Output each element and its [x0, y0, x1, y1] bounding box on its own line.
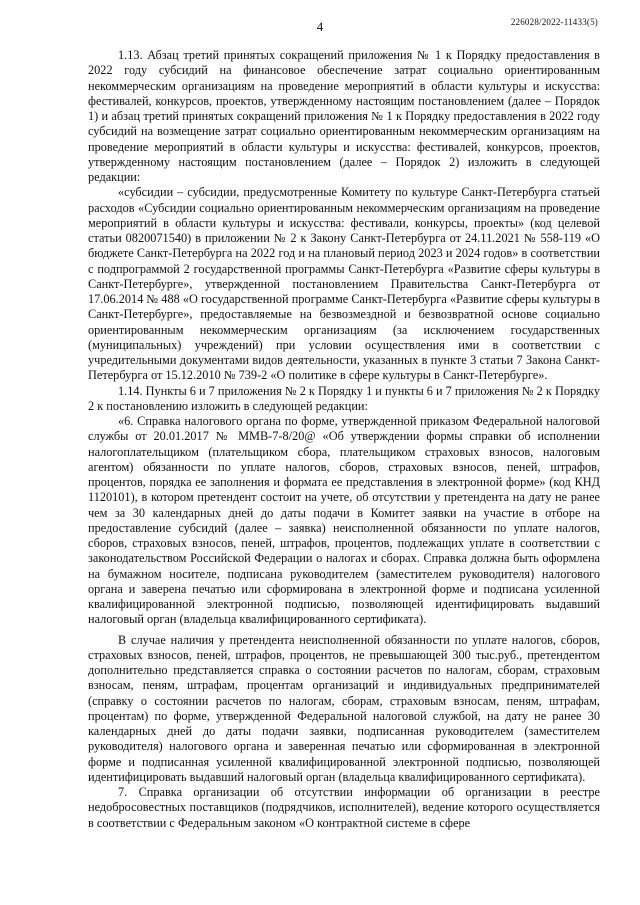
paragraph-1-14: 1.14. Пункты 6 и 7 приложения № 2 к Порядку 1 и пункты 6 и 7 приложения № 2 к Порядку 2 к постановлению изложить в следующей редакции: — [88, 383, 600, 413]
paragraph-tax-arrears-case: В случае наличия у претендента неисполненной обязанности по уплате налогов, сборов, страховых взносов, пеней, штрафов, процентов, не превышающей 300 тыс.руб., претендентом дополнительно представляется справка о состоянии расчетов по налогам, сборам, страховым взносам, пеням, штрафам, процентам организаций и индивидуальных предпринимателей (справку о состоянии расчетов по налогам, сборам, страховым взносам, пеням, штрафам, процентам) по форме, утвержденной Федеральной налоговой службой, на дату не ранее 30 календарных дней до даты подачи заявки, подписанная руководителем (заместителем руководителя) налогового органа и заверенная печатью или сформированная в электронной форме и подписанная усиленной квалифицированной электронной подписью, позволяющей идентифицировать выдавший налоговый орган (владельца квалифицированного сертификата). — [88, 632, 600, 784]
document-body — [88, 48, 600, 831]
page-number: 4 — [316, 19, 324, 34]
paragraph-1-13: 1.13. Абзац третий принятых сокращений приложения № 1 к Порядку предоставления в 2022 году субсидий на финансовое обеспечение затрат социально ориентированным некоммерческим организациям на проведение мероприятий в области культуры и искусства: фестивалей, конкурсов, проектов, утвержденному настоящим постановлением (далее – Порядок 1) и абзац третий принятых сокращений приложения № 1 к Порядку предоставления в 2022 году субсидий на возмещение затрат социально ориентированным некоммерческим организациям на проведение мероприятий в области культуры и искусства: фестивалей, конкурсов, проектов, утвержденному настоящим постановлением (далее – Порядок 2) изложить в следующей редакции: — [88, 48, 600, 184]
paragraph-item-7: 7. Справка организации об отсутствии информации об организации в реестре недобросовестных поставщиков (подрядчиков, исполнителей), ведение которого осуществляется в соответствии с Федеральным законом «О контрактной системе в сфере — [88, 785, 600, 830]
document-registration-number: 226028/2022-11433(5) — [510, 17, 598, 27]
paragraph-item-6: «6. Справка налогового органа по форме, утвержденной приказом Федеральной налоговой службы от 20.01.2017 № ММВ-7-8/20@ «Об утверждении формы справки об исполнении налогоплательщиком (плательщиком сбора, плательщиком страховых взносов, налоговым агентом) обязанности по уплате налогов, сборов, страховых взносов, пеней, штрафов, процентов, порядка ее заполнения и формата ее представления в электронной форме» (код КНД 1120101), в котором претендент состоит на учете, об отсутствии у претендента на дату не ранее чем за 30 календарных дней до даты подачи в Комитет заявки на участие в отборе на предоставление субсидий (далее – заявка) неисполненной обязанности по уплате налогов, сборов, страховых взносов, пеней, штрафов, процентов, подлежащих уплате в соответствии с законодательством Российской Федерации о налогах и сборах. Справка должна быть оформлена на бумажном носителе, подписана руководителем (заместителем руководителя) налогового органа и заверена печатью или сформирована в электронной форме и подписана усиленной квалифицированной электронной подписью, позволяющей идентифицировать выдавший налоговый орган (владельца квалифицированного сертификата). — [88, 414, 600, 627]
paragraph-subsidy-definition: «субсидии – субсидии, предусмотренные Комитету по культуре Санкт-Петербурга статьей расходов «Субсидии социально ориентированным некоммерческим организациям на проведение мероприятий в области культуры и искусства: фестивали, конкурсы, проекты» (код целевой статьи 0820071540) в приложении № 2 к Закону Санкт-Петербурга от 24.11.2021 № 558-119 «О бюджете Санкт-Петербурга на 2022 год и на плановый период 2023 и 2024 годов» в соответствии с подпрограммой 2 государственной программы Санкт-Петербурга «Развитие сферы культуры в Санкт-Петербурге», утвержденной постановлением Правительства Санкт-Петербурга от 17.06.2014 № 488 «О государственной программе Санкт-Петербурга «Развитие сферы культуры в Санкт-Петербурге», предоставляемые на безвозмездной и безвозвратной основе социально ориентированным некоммерческим организациям (за исключением государственных (муниципальных) учреждений) при условии осуществления ими в соответствии с учредительными документами видов деятельности, указанных в пункте 3 статьи 7 Закона Санкт-Петербурга от 15.12.2010 № 739-2 «О политике в сфере культуры в Санкт-Петербурге». — [88, 185, 600, 383]
